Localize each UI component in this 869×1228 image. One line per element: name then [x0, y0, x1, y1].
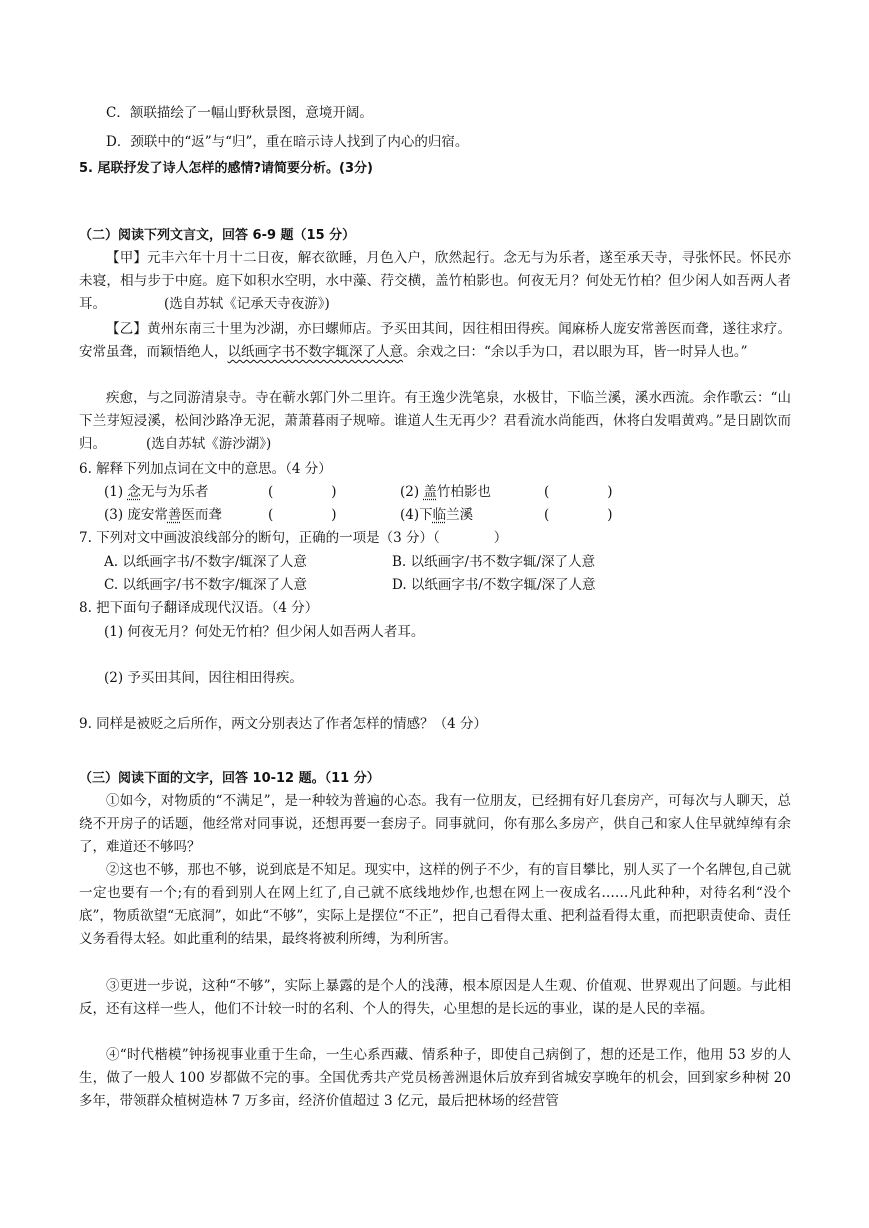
q6-item-1-answer: [268, 481, 337, 504]
q8-sentence-2: (2) 予买田其间，因往相田得疾。: [104, 670, 303, 686]
question-8: 8. 把下面句子翻译成现代汉语。（4 分）: [79, 600, 319, 616]
q6-item-3-post: 医而聋: [181, 507, 222, 523]
passage-yi-text-2: 。余戏之曰：“余以手为口，君以眼为耳，皆一时异人也。”: [403, 344, 748, 360]
option-c: C．颔联描绘了一幅山野秋景图，意境开阔。: [106, 105, 373, 121]
paren: ): [607, 484, 613, 500]
q6-item-2: [400, 481, 491, 504]
q6-item-1-num: (1): [104, 484, 124, 500]
q6-item-4-post: 兰溪: [446, 507, 474, 523]
q6-item-2-answer: [544, 481, 613, 504]
q8-sentence-1: (1) 何夜无月？何处无竹柏？但少闲人如吾两人者耳。: [104, 624, 425, 640]
q6-item-4-answer: [544, 504, 613, 527]
q6-item-1-post: 无与为乐者: [140, 484, 209, 500]
passage-yi: [79, 318, 791, 364]
question-7: 7. 下列对文中画波浪线部分的断句，正确的一项是（3 分）（ ）: [79, 530, 508, 546]
passage-yi2-text: 疾愈，与之同游清泉寺。寺在蕲水郭门外二里许。有王逸少洗笔泉，水极甘，下临兰溪，溪水西流。余作歌云：“山下兰芽短浸溪，松间沙路净无泥，萧萧暮雨子规啼。谁道人生无再少？君看流水尚能西，休将白发唱黄鸡。”是日剧饮而归。: [79, 390, 791, 452]
paren: (: [544, 484, 550, 500]
passage-yi-2: [79, 387, 791, 456]
essay-paragraph-1: ①如今，对物质的“不满足”，是一种较为普遍的心态。我有一位朋友，已经拥有好几套房产，可每次与人聊天，总绕不开房子的话题，他经常对同事说，还想再要一套房子。同事就问，你有那么多房产，供自己和家人住早就绰绰有余了，难道还不够吗？: [79, 793, 791, 855]
paren: ): [331, 507, 337, 523]
essay-paragraph-3: ③更进一步说，这种“不够”，实际上暴露的是个人的浅薄，根本原因是人生观、价值观、世界观出了问题。与此相反，还有这样一些人，他们不计较一时的名利、个人的得失，心里想的是长远的事业，谋的是人民的幸福。: [79, 978, 791, 1017]
passage-yi-source: (选自苏轼《游沙湖》): [146, 436, 272, 452]
question-6: 6. 解释下列加点词在文中的意思。（4 分）: [79, 461, 332, 477]
q6-item-3-dotted: 善: [167, 507, 182, 523]
q6-item-3-answer: [268, 504, 337, 527]
passage-yi-text-1: 【乙】黄州东南三十里为沙湖，亦曰螺师店。予买田其间，因往相田得疾。闻麻桥人庞安常善医而聋，遂往求疗。安常虽聋，而颖悟绝人，: [79, 321, 791, 360]
q6-item-1-dotted: 念: [127, 484, 141, 500]
question-5: 5. 尾联抒发了诗人怎样的感情?请简要分析。(3分): [79, 161, 373, 176]
paren: (: [268, 484, 274, 500]
question-9: 9. 同样是被贬之后所作，两文分别表达了作者怎样的情感？（4 分）: [79, 716, 488, 732]
q7-option-d: D. 以纸画字书/不数字辄/深了人意: [392, 577, 596, 593]
essay-paragraph-2: ②这也不够，那也不够，说到底是不知足。现实中，这样的例子不少，有的盲目攀比，别人买了一个名牌包,自己就一定也要有一个;有的看到别人在网上红了,自己就不底线地炒作,也想在网上一夜成名……凡此种种，对待名利“没个底”，物质欲望“无底洞”，如此“不够”，实际上是摆位“不正”，把自己看得太重、把利益看得太重，而把职责使命、责任义务看得太轻。如此重利的结果，最终将被利所缚，为利所害。: [79, 862, 791, 947]
q6-item-4-pre: 下: [419, 507, 433, 523]
q6-item-4: [400, 504, 473, 527]
q7-option-c: C. 以纸画字/书不数字/辄深了人意: [104, 577, 308, 593]
q7-option-b: B. 以纸画字/书不数字辄/深了人意: [392, 554, 596, 570]
q6-item-3-num: (3): [104, 507, 124, 523]
option-d: D．颈联中的“返”与“归”，重在暗示诗人找到了内心的归宿。: [106, 134, 469, 150]
paren: ): [331, 484, 337, 500]
q6-item-4-dotted: 临: [432, 507, 447, 523]
paren: (: [268, 507, 274, 523]
q6-item-1: [104, 481, 208, 504]
paren: (: [544, 507, 550, 523]
q6-item-4-num: (4): [400, 507, 420, 523]
q6-item-2-post: 竹柏影也: [436, 484, 491, 500]
section2-heading: （二）阅读下列文言文，回答 6-9 题（15 分）: [79, 228, 356, 243]
q6-item-3: [104, 504, 222, 527]
passage-jia-source: (选自苏轼《记承天寺夜游》): [164, 296, 330, 312]
q7-option-a: A. 以纸画字书/不数字/辄深了人意: [104, 554, 307, 570]
passage-jia: [79, 247, 791, 316]
passage-jia-text: 【甲】元丰六年十月十二日夜，解衣欲睡，月色入户，欣然起行。念无与为乐者，遂至承天寺，寻张怀民。怀民亦未寝，相与步于中庭。庭下如积水空明，水中藻、荇交横，盖竹柏影也。何夜无月？何处无竹柏？但少闲人如吾两人者耳。: [79, 250, 791, 312]
section3-heading: （三）阅读下面的文字，回答 10-12 题。（11 分）: [79, 771, 380, 786]
wavy-underlined-sentence: 以纸画字书不数字辄深了人意: [227, 344, 403, 360]
paren: ): [607, 507, 613, 523]
q6-item-2-num: (2): [400, 484, 420, 500]
q6-item-3-pre: 庞安常: [127, 507, 168, 523]
q6-item-2-dotted: 盖: [423, 484, 437, 500]
essay-paragraph-4: ④“时代楷模”钟扬视事业重于生命，一生心系西藏、情系种子，即使自己病倒了，想的还是工作，他用 53 岁的人生，做了一般人 100 岁都做不完的事。全国优秀共产党员杨善洲退休后放弃到省城安享晚年的机会，回到家乡种树 20 多年，带领群众植树造林 7 万多亩，经济价值超过 3 亿元，最后把林场的经营管: [79, 1047, 791, 1109]
